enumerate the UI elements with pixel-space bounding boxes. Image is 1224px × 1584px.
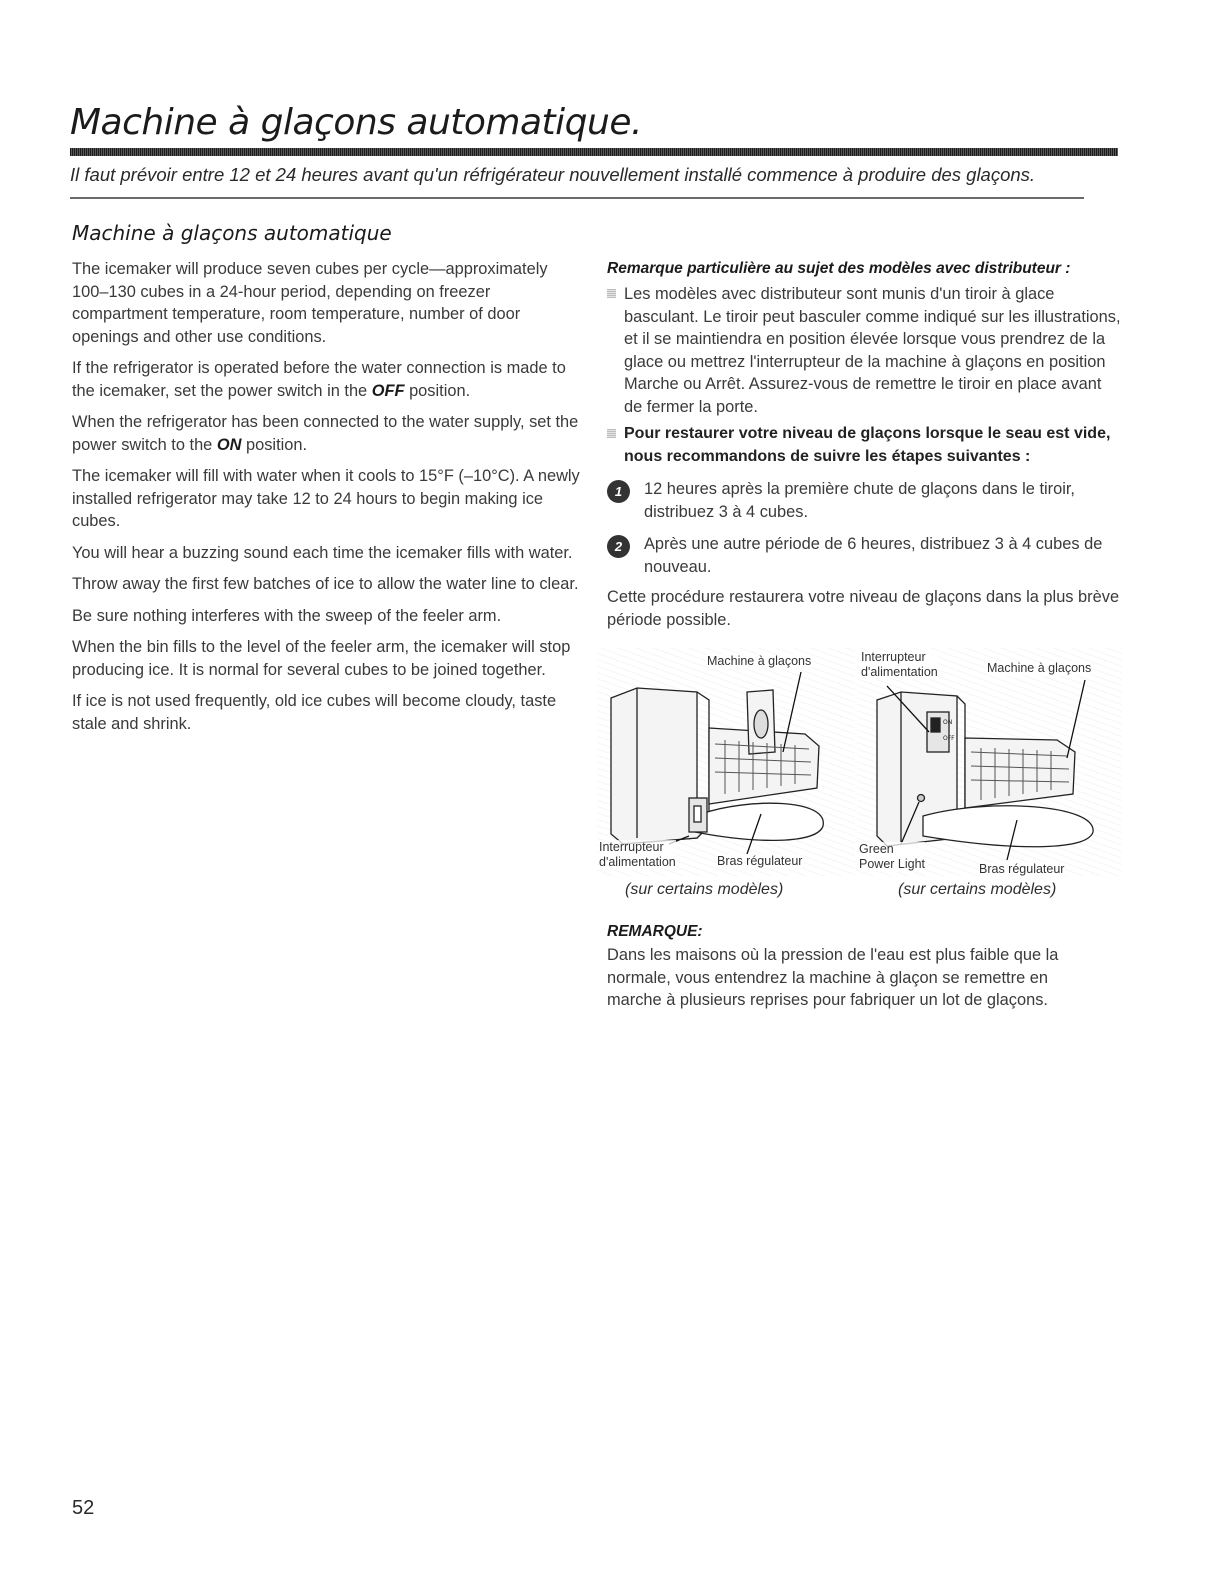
section-heading: Machine à glaçons automatique xyxy=(72,221,392,245)
icemaker-figure-left xyxy=(597,648,855,876)
remarque-text: Dans les maisons où la pression de l'eau est plus faible que la normale, vous entendrez la machine à glaçon se remettre en marche à plusieurs reprises pour fabriquer un lot de glaçons. xyxy=(607,946,1059,1009)
feeler-arm xyxy=(695,803,823,840)
label-icemaker: Machine à glaçons xyxy=(987,661,1092,675)
off-keyword: OFF xyxy=(371,381,405,400)
caption-right: (sur certains modèles) xyxy=(898,881,1057,898)
label-green-power-light xyxy=(859,842,925,872)
remarque-heading: REMARQUE: xyxy=(607,923,703,940)
subtitle-rule xyxy=(70,197,1084,199)
switch-on-text: ON xyxy=(943,719,953,726)
paragraph-first-batches: Throw away the first few batches of ice to allow the water line to clear. xyxy=(72,575,579,593)
icemaker-figure-right xyxy=(857,648,1122,876)
paragraph-cycle: The icemaker will produce seven cubes per cycle—approximately 100–130 cubes in a 24-hour period, depending on freezer compartment temperature, room temperature, number of door openings and other use conditions. xyxy=(72,260,548,346)
bullet-square-icon xyxy=(607,289,616,298)
dispenser-note-heading: Remarque particulière au sujet des modèles avec distributeur : xyxy=(607,260,1071,277)
paragraph-buzzing: You will hear a buzzing sound each time the icemaker fills with water. xyxy=(72,543,573,562)
paragraph-text: If the refrigerator is operated before the water connection is made to the icemaker, set the power switch in the xyxy=(72,359,566,400)
label-power-switch xyxy=(599,840,676,870)
switch-off-text: OFF xyxy=(943,735,955,742)
title-rule xyxy=(70,148,1118,156)
step-2 xyxy=(607,533,1122,578)
step-1 xyxy=(607,478,1122,523)
label-icemaker: Machine à glaçons xyxy=(707,654,812,668)
paragraph-text: When the refrigerator has been connected to the water supply, set the power switch to the xyxy=(72,413,579,454)
label-power-switch xyxy=(861,650,938,680)
label-line: Green xyxy=(859,842,894,856)
bullet-text: Les modèles avec distributeur sont munis d'un tiroir à glace basculant. Le tiroir peut basculer comme indiqué sur les illustrations, et il se maintiendra en position élevée lorsque vous prendrez de la glace ou mettrez l'interrupteur de la machine à glaçons en position Marche ou Arrêt. Assurez-vous de remettre le tiroir en place avant de fermer la porte. xyxy=(624,285,1121,416)
page-title: Machine à glaçons automatique. xyxy=(70,102,642,143)
label-line: Power Light xyxy=(859,857,926,871)
bullet-tilting-drawer xyxy=(607,283,1122,418)
green-power-light-shape xyxy=(918,795,925,802)
paragraph-old-ice: If ice is not used frequently, old ice cubes will become cloudy, taste stale and shrink. xyxy=(72,692,557,733)
page-subtitle: Il faut prévoir entre 12 et 24 heures avant qu'un réfrigérateur nouvellement installé commence à produire des glaçons. xyxy=(70,164,1036,185)
paragraph-off-switch xyxy=(72,357,582,402)
label-line: d'alimentation xyxy=(861,665,938,679)
step-number-1-icon: 1 xyxy=(607,480,630,503)
on-keyword: ON xyxy=(216,435,242,454)
step-text: 12 heures après la première chute de glaçons dans le tiroir, distribuez 3 à 4 cubes. xyxy=(644,480,1075,521)
step-number-2-icon: 2 xyxy=(607,535,630,558)
step-text: Après une autre période de 6 heures, distribuez 3 à 4 cubes de nouveau. xyxy=(644,535,1103,576)
paragraph-fill-temperature: The icemaker will fill with water when it cools to 15°F (–10°C). A newly installed refrigerator may take 12 to 24 hours to begin making ice cubes. xyxy=(72,467,580,530)
label-line: Interrupteur xyxy=(861,650,926,664)
paragraph-bin-full: When the bin fills to the level of the feeler arm, the icemaker will stop producing ice. It is normal for several cubes to be joined together. xyxy=(72,638,571,679)
label-line: d'alimentation xyxy=(599,855,676,869)
bullet-restore-ice xyxy=(607,423,1122,468)
label-feeler-arm: Bras régulateur xyxy=(717,854,803,868)
caption-left: (sur certains modèles) xyxy=(625,881,784,898)
bullet-square-icon xyxy=(607,429,616,438)
label-feeler-arm: Bras régulateur xyxy=(979,862,1065,876)
label-line: Interrupteur xyxy=(599,840,664,854)
paragraph-text: position. xyxy=(404,381,471,400)
left-column xyxy=(72,258,582,744)
paragraph-feeler-arm: Be sure nothing interferes with the sweep of the feeler arm. xyxy=(72,606,502,625)
feeler-arm xyxy=(923,806,1093,847)
paragraph-text: position. xyxy=(241,435,308,454)
bullet-text: Pour restaurer votre niveau de glaçons lorsque le seau est vide, nous recommandons de suivre les étapes suivantes : xyxy=(624,425,1111,465)
procedure-text: Cette procédure restaurera votre niveau de glaçons dans la plus brève période possible. xyxy=(607,588,1120,629)
page-number: 52 xyxy=(72,1497,95,1519)
paragraph-on-switch xyxy=(72,411,582,456)
right-column xyxy=(607,258,1122,631)
icemaker-housing xyxy=(611,688,697,844)
